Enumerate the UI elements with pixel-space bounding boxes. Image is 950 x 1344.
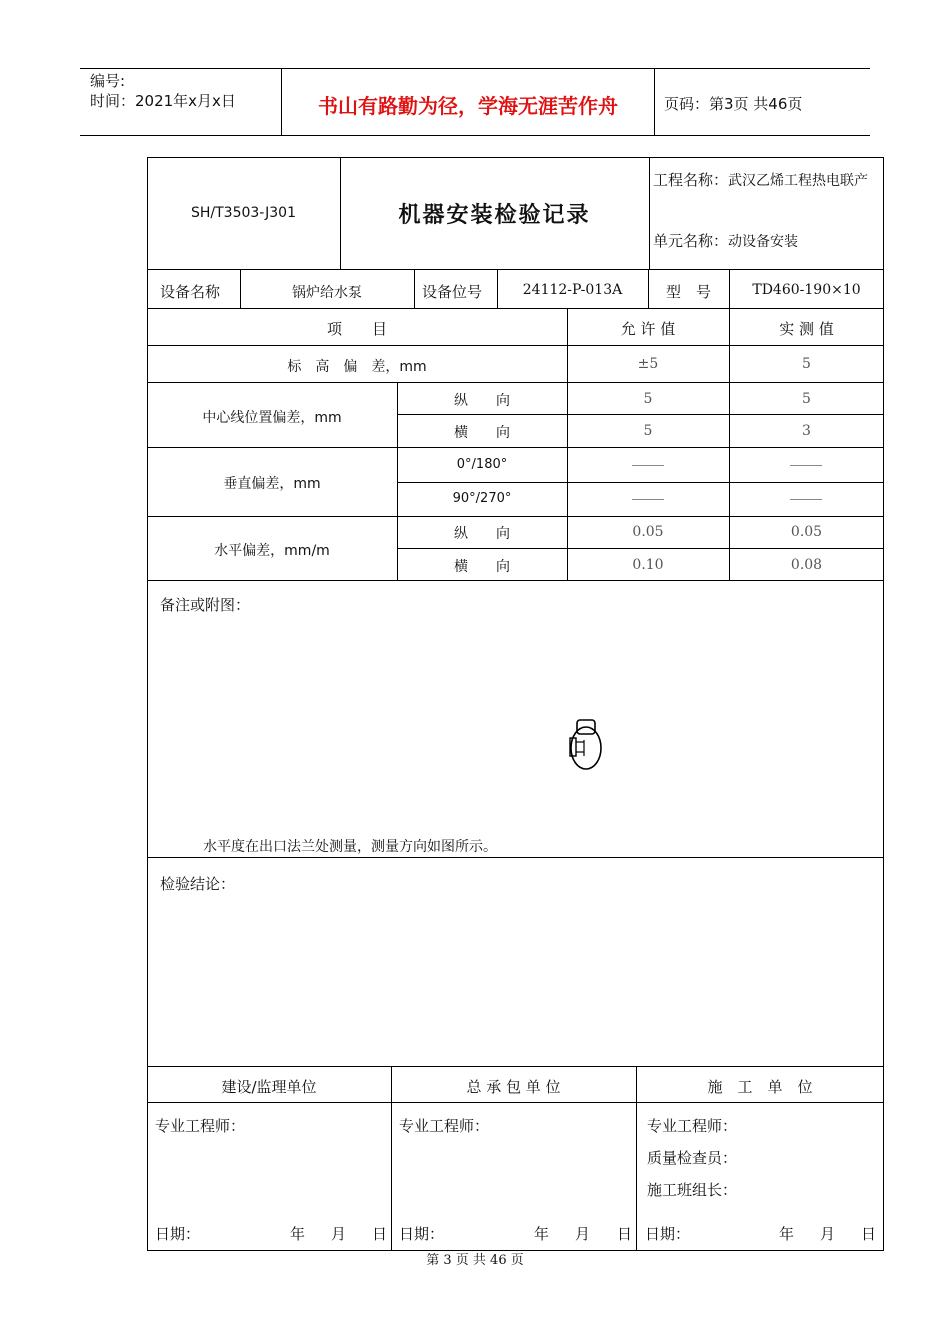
sign-col-contractor: 总 承 包 单 位: [466, 1078, 561, 1096]
equipment-name-label: 设备名称: [160, 283, 221, 301]
form-title: 机器安装检验记录: [398, 203, 591, 228]
engineer-label: 专业工程师：: [647, 1117, 738, 1135]
date-year: 年: [534, 1225, 550, 1243]
elevation-actual: 5: [802, 356, 811, 372]
flange-diagram-icon: [563, 716, 605, 774]
elevation-label: 标 高 偏 差，mm: [287, 359, 427, 375]
centerline-trans-label: 横 向: [454, 425, 510, 441]
centerline-trans-actual: 3: [802, 423, 811, 439]
form-rule: [147, 382, 884, 383]
level-long-label: 纵 向: [454, 526, 510, 542]
header-code-label: 编号:: [90, 72, 126, 90]
header-bottom-rule: [80, 135, 870, 136]
date-day: 日: [617, 1225, 633, 1243]
form-rule: [147, 857, 884, 858]
engineer-label: 专业工程师：: [399, 1117, 490, 1135]
header-page-label: 页码：第3页 共46页: [664, 95, 803, 113]
form-rule: [147, 345, 884, 346]
header-divider: [654, 68, 655, 136]
inspector-label: 质量检查员：: [647, 1149, 738, 1167]
date-day: 日: [372, 1225, 388, 1243]
vertical-a-label: 0°/180°: [456, 457, 508, 472]
form-rule: [397, 548, 884, 549]
date-year: 年: [779, 1225, 795, 1243]
form-rule: [147, 516, 884, 517]
empty-dash: [632, 499, 664, 500]
form-rule: [397, 382, 398, 580]
unit-name-block: [653, 230, 798, 251]
engineer-label: 专业工程师：: [155, 1117, 246, 1135]
level-trans-actual: 0.08: [790, 557, 823, 573]
form-rule: [397, 414, 884, 415]
date-month: 月: [575, 1225, 591, 1243]
project-name-value: 武汉乙烯工程热电联产: [728, 173, 869, 189]
form-rule: [147, 308, 884, 309]
sign-col-owner: 建设/监理单位: [221, 1078, 317, 1096]
date-year: 年: [290, 1225, 306, 1243]
col-header-allowed: 允 许 值: [620, 320, 676, 338]
form-rule: [414, 269, 415, 308]
col-header-actual: 实 测 值: [779, 320, 834, 338]
date-label: 日期：: [155, 1225, 201, 1243]
elevation-allowed: ±5: [637, 356, 659, 372]
empty-dash: [790, 499, 822, 500]
header-time-label: 时间：2021年x月x日: [90, 92, 236, 110]
centerline-long-allowed: 5: [643, 391, 653, 407]
centerline-label: 中心线位置偏差，mm: [202, 410, 342, 426]
model-value: TD460-190×10: [752, 282, 861, 298]
level-label: 水平偏差，mm/m: [214, 543, 330, 559]
vertical-b-label: 90°/270°: [452, 491, 512, 506]
form-rule: [649, 157, 650, 269]
level-long-actual: 0.05: [790, 524, 823, 540]
standard-code: SH/T3503-J301: [191, 205, 296, 221]
equipment-tag-value: 24112-P-013A: [522, 282, 623, 298]
vertical-label: 垂直偏差，mm: [223, 476, 321, 492]
project-name-block: [653, 168, 881, 193]
form-rule: [147, 269, 884, 270]
level-trans-label: 横 向: [454, 559, 510, 575]
date-label: 日期：: [399, 1225, 445, 1243]
date-label: 日期：: [645, 1225, 691, 1243]
form-rule: [397, 482, 884, 483]
remarks-note: 水平度在出口法兰处测量，测量方向如图所示。: [203, 839, 497, 855]
header-motto: 书山有路勤为径，学海无涯苦作舟: [318, 94, 618, 118]
col-header-item: 项 目: [326, 320, 387, 338]
equipment-name-value: 锅炉给水泵: [292, 285, 362, 301]
form-rule: [147, 1102, 884, 1103]
level-long-allowed: 0.05: [632, 524, 664, 540]
project-name-label: 工程名称：: [653, 171, 729, 189]
date-day: 日: [861, 1225, 877, 1243]
date-month: 月: [820, 1225, 836, 1243]
header-top-rule: [80, 68, 870, 69]
empty-dash: [790, 465, 822, 466]
form-rule: [147, 580, 884, 581]
foreman-label: 施工班组长：: [647, 1181, 738, 1199]
level-trans-allowed: 0.10: [632, 557, 664, 573]
form-rule: [147, 447, 884, 448]
form-rule: [147, 1066, 884, 1067]
equipment-tag-label: 设备位号: [422, 283, 483, 301]
date-month: 月: [331, 1225, 347, 1243]
model-label: 型 号: [665, 283, 711, 301]
sign-col-construction: 施 工 单 位: [707, 1078, 813, 1096]
centerline-long-actual: 5: [802, 391, 811, 407]
unit-name-value: 动设备安装: [728, 234, 799, 250]
empty-dash: [632, 465, 664, 466]
centerline-long-label: 纵 向: [454, 393, 510, 409]
remarks-label: 备注或附图：: [160, 596, 251, 614]
page-footer: 第 3 页 共 46 页: [426, 1253, 524, 1268]
unit-name-label: 单元名称：: [653, 232, 729, 250]
conclusion-label: 检验结论：: [160, 875, 236, 893]
centerline-trans-allowed: 5: [643, 423, 653, 439]
